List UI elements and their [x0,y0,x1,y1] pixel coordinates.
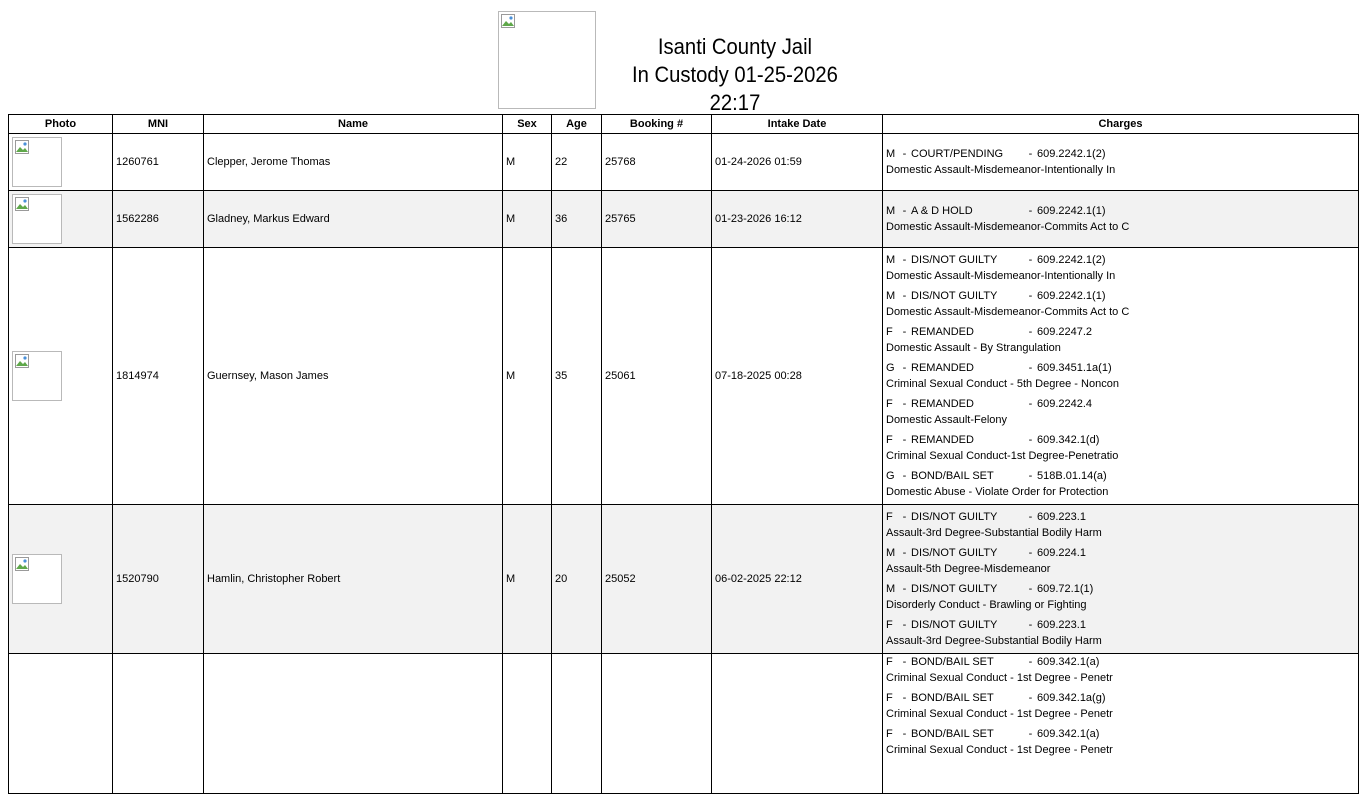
charge-entry [886,288,1358,320]
name-cell: Gladney, Markus Edward [204,191,503,248]
table-row [9,654,1359,794]
charge-entry [886,509,1358,541]
broken-image-icon [15,354,29,368]
separator: - [902,398,907,410]
charges-cell [883,505,1359,654]
charge-statute: 609.342.1(a) [1037,656,1100,668]
name-cell: Clepper, Jerome Thomas [204,134,503,191]
mni-cell: 1520790 [113,505,204,654]
charge-summary [886,432,1358,448]
separator: - [1028,290,1033,302]
photo-cell [9,248,113,505]
charge-entry [886,468,1358,500]
column-header-intake-date: Intake Date [712,115,883,134]
charge-description: Domestic Abuse - Violate Order for Protection [886,486,1109,498]
charge-status: REMANDED [911,362,974,374]
table-row [9,248,1359,505]
charge-description: Disorderly Conduct - Brawling or Fighting [886,599,1087,611]
table-row [9,134,1359,191]
charge-entry [886,545,1358,577]
separator: - [1028,728,1033,740]
charge-summary [886,690,1358,706]
column-header-booking: Booking # [602,115,712,134]
booking-number-cell: 25052 [602,505,712,654]
intake-date-cell: 06-02-2025 22:12 [712,505,883,654]
charge-severity: M [886,547,896,559]
charge-severity: G [886,470,895,482]
charge-severity: M [886,254,896,266]
charge-summary [886,360,1358,376]
charge-status: COURT/PENDING [911,148,1004,160]
charge-description: Domestic Assault-Felony [886,414,1008,426]
charge-status: A & D HOLD [911,205,973,217]
separator: - [902,511,907,523]
table-row [9,505,1359,654]
charge-entry [886,617,1358,649]
charge-description: Assault-3rd Degree-Substantial Bodily Harm [886,527,1102,539]
separator: - [902,254,907,266]
booking-number-cell [602,654,712,794]
charges-cell [883,654,1359,794]
table-row [9,191,1359,248]
charge-statute: 609.342.1(a) [1037,728,1100,740]
table-body [9,134,1359,794]
charge-description: Domestic Assault-Misdemeanor-Intentionally In [886,270,1116,282]
charge-summary [886,545,1358,561]
page-header [0,0,1366,114]
charge-description: Criminal Sexual Conduct-1st Degree-Penetratio [886,450,1119,462]
charge-severity: F [886,692,893,704]
broken-image-icon [501,14,515,28]
inmate-photo[interactable] [12,137,62,187]
inmate-photo[interactable] [12,351,62,401]
charge-severity: F [886,656,893,668]
sex-cell: M [503,134,552,191]
photo-cell [9,191,113,248]
charge-entry [886,432,1358,464]
page-title: Isanti County Jail [657,34,813,59]
charge-status: BOND/BAIL SET [911,692,994,704]
mni-cell: 1814974 [113,248,204,505]
charge-severity: M [886,148,896,160]
intake-date-cell: 01-23-2026 16:12 [712,191,883,248]
separator: - [902,692,907,704]
charge-severity: F [886,398,893,410]
charge-severity: F [886,326,893,338]
sex-cell: M [503,191,552,248]
charge-description: Assault-5th Degree-Misdemeanor [886,563,1051,575]
charge-statute: 609.223.1 [1037,619,1086,631]
charge-statute: 609.342.1(d) [1037,434,1100,446]
charge-severity: G [886,362,895,374]
inmate-photo[interactable] [12,194,62,244]
separator: - [902,728,907,740]
charge-summary [886,581,1358,597]
charge-statute: 609.224.1 [1037,547,1086,559]
separator: - [1028,398,1033,410]
booking-number-cell: 25765 [602,191,712,248]
charge-status: DIS/NOT GUILTY [911,583,998,595]
separator: - [1028,470,1033,482]
column-header-mni: MNI [113,115,204,134]
charge-statute: 609.2242.1(1) [1037,290,1106,302]
charge-description: Domestic Assault-Misdemeanor-Commits Act to C [886,306,1130,318]
page-subtitle: In Custody 01-25-2026 22:17 [632,62,838,115]
separator: - [1028,619,1033,631]
charge-entry [886,203,1358,235]
charge-description: Criminal Sexual Conduct - 1st Degree - Penetr [886,708,1113,720]
separator: - [902,148,907,160]
photo-cell [9,134,113,191]
booking-number-cell: 25061 [602,248,712,505]
charge-status: BOND/BAIL SET [911,656,994,668]
charge-statute: 609.2242.1(2) [1037,148,1106,160]
charge-description: Criminal Sexual Conduct - 5th Degree - Noncon [886,378,1119,390]
separator: - [902,470,907,482]
charge-severity: F [886,434,893,446]
age-cell: 35 [552,248,602,505]
charge-summary [886,324,1358,340]
intake-date-cell: 01-24-2026 01:59 [712,134,883,191]
charge-description: Criminal Sexual Conduct - 1st Degree - Penetr [886,672,1113,684]
charge-description: Domestic Assault - By Strangulation [886,342,1061,354]
intake-date-cell: 07-18-2025 00:28 [712,248,883,505]
charge-entry [886,581,1358,613]
separator: - [1028,205,1033,217]
charge-status: DIS/NOT GUILTY [911,254,998,266]
charge-summary [886,726,1358,742]
column-header-charges: Charges [883,115,1359,134]
separator: - [1028,547,1033,559]
charge-statute: 609.2247.2 [1037,326,1093,338]
name-cell: Guernsey, Mason James [204,248,503,505]
charge-summary [886,146,1358,162]
separator: - [1028,511,1033,523]
mni-cell: 1562286 [113,191,204,248]
separator: - [902,326,907,338]
charge-status: DIS/NOT GUILTY [911,290,998,302]
charge-severity: M [886,290,896,302]
inmate-roster-table [8,114,1359,794]
charge-description: Domestic Assault-Misdemeanor-Intentionally In [886,164,1116,176]
broken-image-icon [15,197,29,211]
separator: - [1028,656,1033,668]
name-cell: Hamlin, Christopher Robert [204,505,503,654]
charge-status: DIS/NOT GUILTY [911,511,998,523]
charges-cell [883,191,1359,248]
separator: - [1028,583,1033,595]
charge-statute: 518B.01.14(a) [1037,470,1107,482]
charge-status: DIS/NOT GUILTY [911,619,998,631]
column-header-sex: Sex [503,115,552,134]
separator: - [1028,362,1033,374]
photo-cell [9,654,113,794]
title-block [611,33,859,117]
charge-severity: M [886,583,896,595]
separator: - [902,547,907,559]
separator: - [1028,148,1033,160]
mni-cell [113,654,204,794]
separator: - [902,656,907,668]
column-header-name: Name [204,115,503,134]
separator: - [902,619,907,631]
charges-cell [883,248,1359,505]
age-cell [552,654,602,794]
charge-summary [886,288,1358,304]
charge-entry [886,252,1358,284]
column-header-age: Age [552,115,602,134]
inmate-photo[interactable] [12,554,62,604]
charge-statute: 609.2242.1(2) [1037,254,1106,266]
charge-summary [886,203,1358,219]
charge-entry [886,360,1358,392]
charge-severity: F [886,511,893,523]
charge-summary [886,468,1358,484]
charge-entry [886,396,1358,428]
charge-summary [886,252,1358,268]
sex-cell: M [503,248,552,505]
charge-statute: 609.3451.1a(1) [1037,362,1112,374]
charge-severity: F [886,728,893,740]
separator: - [902,434,907,446]
separator: - [902,362,907,374]
separator: - [1028,326,1033,338]
charge-summary [886,617,1358,633]
charge-statute: 609.72.1(1) [1037,583,1094,595]
charge-severity: M [886,205,896,217]
charge-status: BOND/BAIL SET [911,728,994,740]
sex-cell [503,654,552,794]
sex-cell: M [503,505,552,654]
charge-entry [886,146,1358,178]
separator: - [1028,692,1033,704]
charge-statute: 609.2242.1(1) [1037,205,1106,217]
photo-cell [9,505,113,654]
charge-description: Assault-3rd Degree-Substantial Bodily Harm [886,635,1102,647]
intake-date-cell [712,654,883,794]
broken-image-icon [15,557,29,571]
charge-summary [886,654,1358,670]
charge-description: Criminal Sexual Conduct - 1st Degree - Penetr [886,744,1113,756]
charge-entry [886,726,1358,758]
charge-summary [886,509,1358,525]
charge-entry [886,654,1358,686]
table-header-row [9,115,1359,134]
county-logo-image [498,11,596,109]
column-header-photo: Photo [9,115,113,134]
charge-statute: 609.2242.4 [1037,398,1093,410]
separator: - [1028,254,1033,266]
charge-statute: 609.223.1 [1037,511,1086,523]
charge-status: BOND/BAIL SET [911,470,994,482]
charge-summary [886,396,1358,412]
charge-status: DIS/NOT GUILTY [911,547,998,559]
charge-status: REMANDED [911,326,974,338]
charge-status: REMANDED [911,398,974,410]
age-cell: 36 [552,191,602,248]
broken-image-icon [15,140,29,154]
separator: - [1028,434,1033,446]
charge-entry [886,324,1358,356]
charges-cell [883,134,1359,191]
charge-severity: F [886,619,893,631]
separator: - [902,290,907,302]
booking-number-cell: 25768 [602,134,712,191]
charge-status: REMANDED [911,434,974,446]
charge-statute: 609.342.1a(g) [1037,692,1106,704]
name-cell [204,654,503,794]
age-cell: 20 [552,505,602,654]
mni-cell: 1260761 [113,134,204,191]
separator: - [902,205,907,217]
age-cell: 22 [552,134,602,191]
charge-description: Domestic Assault-Misdemeanor-Commits Act to C [886,221,1130,233]
separator: - [902,583,907,595]
charge-entry [886,690,1358,722]
